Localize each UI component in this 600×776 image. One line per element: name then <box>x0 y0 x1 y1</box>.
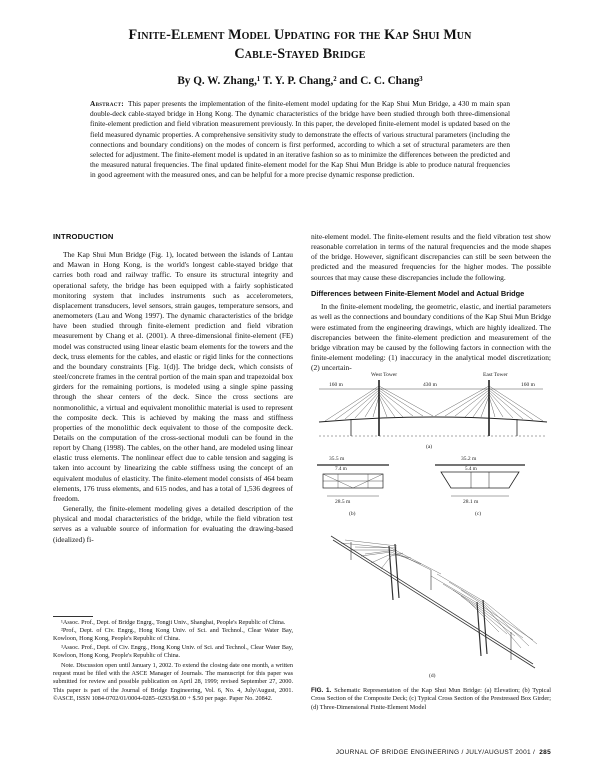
section-b-bottom: 28.5 m <box>335 499 351 505</box>
author-line: By Q. W. Zhang,¹ T. Y. P. Chang,² and C. C. Chang³ <box>177 75 423 87</box>
page-number: 285 <box>539 749 551 756</box>
section-c-width: 35.2 m <box>461 456 477 462</box>
caption-label: FIG. 1. <box>311 687 332 694</box>
journal-footer: JOURNAL OF BRIDGE ENGINEERING / JULY/AUGUST 2001 / <box>335 749 536 756</box>
panel-c-label: (c) <box>475 511 482 517</box>
footnote-2: ²Prof., Dept. of Civ. Engrg., Hong Kong Univ. of Sci. and Technol., Clear Water Bay, Kowloon, Hong Kong, People's Republic of China. <box>53 627 293 643</box>
box-girder-section <box>435 456 525 517</box>
page-footer <box>336 749 551 756</box>
side-span-left-label: 160 m <box>329 382 343 388</box>
title-line-2: Cable-Stayed Bridge <box>234 46 366 62</box>
side-span-right-label: 160 m <box>521 382 535 388</box>
intro-paragraph-2: Generally, the finite-element modeling gives a detailed description of the physical and modal characteristics of the bridge, while the field vibration test serves as a valuable source of information for evaluating the drawing-based (idealized) fi- <box>53 504 293 544</box>
paper-title <box>60 26 540 64</box>
left-column <box>53 232 293 545</box>
section-b-width: 35.5 m <box>329 456 345 462</box>
abstract-text: This paper presents the implementation of the finite-element model updating for the Kap Shui Mun Bridge, a 430 m main span double-deck cable-stayed bridge in Hong Kong. The dynamic characteristics of the bridge have been studied through both three-dimensional finite-element prediction and field vibration measurement previously. In this paper, the developed finite-element model is updated based on the field measured dynamic properties. A comprehensive sensitivity study to demonstrate the effects of various structural parameters (including the connections and boundary conditions) on the modes of concern is first performed, according to which a set of structural parameters are then selected for adjustment. The finite-element model is updated in an iterative fashion so as to minimize the differences between the predicted and the measured natural frequencies. The final updated finite-element model for the Kap Shui Mun Bridge is able to produce natural frequencies in good agreement with the measured ones, and can be helpful for a more precise dynamic response prediction. <box>90 99 510 180</box>
east-tower-label: East Tower <box>483 372 508 378</box>
composite-deck-section <box>317 456 389 517</box>
bridge-figure-drawing <box>311 364 551 679</box>
figure-caption <box>311 687 551 712</box>
intro-paragraph-1: The Kap Shui Mun Bridge (Fig. 1), located between the islands of Lantau and Mawan in Hong Kong, is the world's longest cable-stayed bridge that carries both road and railway traffic. To ensure its structural integrity and operational safety, the bridge has been equipped with a fairly sophisticated monitoring system that includes instruments such as accelerometers, displacement transducers, level sensors, strain gauges, temperature sensors, and anemometers (Lau and Wong 1997). The dynamic characteristics of the bridge have been studied through finite-element prediction and field vibration measurement by Chang et al. (2001). A three-dimensional finite-element (FE) model was constructed using linear elastic beam elements for the towers and the deck, truss elements for the cables, and elastic or rigid links for the connections and the boundary constraints [Fig. 1(d)]. The bridge deck, which consists of steel/concrete frames in the central portion of the main span and trapezoidal box girders for the remaining portions, is modeled using a single spine passing through the shear centers of the deck. Since the cross sections are nonmonolithic, a virtual and equivalent monolithic material is used to represent the composite deck. This is achieved by making the mass and stiffness properties of the monolithic deck equivalent to those of the composite deck. Details on the computation of the cross-sectional moduli can be found in the report by Chang (1998). The cables, on the other hand, are modeled using linear elastic truss elements. The nonlinear effect due to cable tension and sagging is taken into account by linearizing the cable stiffness using the concept of an equivalent modulus of elasticity. The finite-element model consists of 464 beam elements, 176 truss elements, and 615 nodes, and has a total of 1,536 degrees of freedom. <box>53 250 293 503</box>
main-span-label: 430 m <box>423 382 437 388</box>
footnote-1: ¹Assoc. Prof., Dept. of Bridge Engrg., Tongji Univ., Shanghai, People's Republic of China. <box>61 619 286 626</box>
west-tower-label: West Tower <box>371 372 398 378</box>
discussion-note: Note. Discussion open until January 1, 2002. To extend the closing date one month, a written request must be filed with the ASCE Manager of Journals. The manuscript for this paper was submitted for review and possible publication on April 28, 1999; revised September 27, 2000. This paper is part of the Journal of Bridge Engineering, Vol. 6, No. 4, July/August, 2001. ©ASCE, ISSN 1084-0702/01/0004-0285–0293/$8.00 + $.50 per page. Paper No. 20842. <box>53 662 293 702</box>
abstract <box>90 99 510 181</box>
abstract-label: Abstract: <box>90 99 125 108</box>
subsection-heading: Differences between Finite-Element Model and Actual Bridge <box>311 288 525 298</box>
panel-b-label: (b) <box>349 511 356 517</box>
panel-d-label: (d) <box>429 673 436 679</box>
panel-a-label: (a) <box>426 444 433 450</box>
footnote-3: ³Assoc. Prof., Dept. of Civ. Engrg., Hong Kong Univ. of Sci. and Technol., Clear Water Bay, Kowloon, Hong Kong, People's Republic of China. <box>53 643 293 659</box>
introduction-heading: INTRODUCTION <box>53 232 114 241</box>
footnote-divider <box>53 616 93 617</box>
section-c-inner: 5.4 m <box>465 466 477 472</box>
footnotes <box>53 619 293 703</box>
title-line-1: Finite-Element Model Updating for the Kap Shui Mun <box>128 27 472 43</box>
section-c-bottom: 28.1 m <box>463 499 479 505</box>
continued-paragraph: nite-element model. The finite-element results and the field vibration test show reasonable correlation in terms of the natural frequencies and the mode shapes of the bridge. However, significant discrepancies can still be seen between the predicted and the measured frequencies for the higher modes. The possible sources that may cause these discrepancies include the following. <box>311 232 551 282</box>
section-b-inner: 7.4 m <box>335 466 347 472</box>
elevation-drawing <box>319 372 547 450</box>
figure-1 <box>311 364 551 679</box>
right-column <box>311 232 551 373</box>
subsection-paragraph: In the finite-element modeling, the geometric, elastic, and inertial parameters as well as the connections and boundary conditions of the Kap Shui Mun Bridge were estimated from the engineering drawings, which are highly idealized. The discrepancies between the finite-element prediction and measurement of the bridge vibration may be caused by the following factors in connection with the finite-element modeling: (1) inaccuracy in the analytical model discretization; (2) uncertain- <box>311 302 551 373</box>
caption-text: Schematic Representation of the Kap Shui Mun Bridge: (a) Elevation; (b) Typical Cross Section of the Composite Deck; (c) Typical Cross Section of the Prestressed Box Girder; (d) Three-Dimensional Finite-Element Model <box>311 687 551 711</box>
fe-model-drawing <box>331 536 537 679</box>
